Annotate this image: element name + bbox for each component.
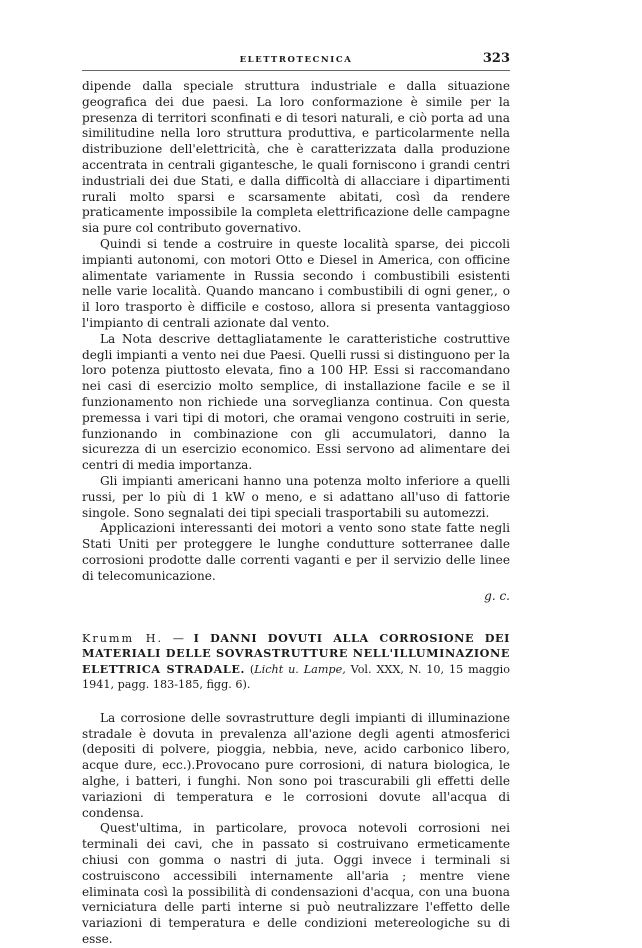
body-paragraph: Applicazioni interessanti dei motori a vento sono state fatte negli Stati Uniti per proteggere le lunghe condutture sotterranee dalle corrosioni prodotte dalle correnti vaganti e per il servizio delle linee di telecomunicazione. <box>82 521 510 583</box>
running-title: ELETTROTECNICA <box>239 55 353 65</box>
article-citation: Vol. XXX, N. 10, 15 maggio 1941, pagg. 183-185, figg. 6). <box>82 662 510 692</box>
article-heading: Krumm H. — I DANNI DOVUTI ALLA CORROSIONE DEI MATERIALI DELLE SOVRASTRUTTURE NELL'ILLUMINAZIONE ELETTRICA STRADALE. (Licht u. Lampe, Vol. XXX, N. 10, 15 maggio 1941, pagg. 183-185, figg. 6). <box>82 630 510 692</box>
article-author: Krumm H. <box>82 631 164 645</box>
article-title: I DANNI DOVUTI ALLA CORROSIONE DEI MATERIALI DELLE SOVRASTRUTTURE NELL'ILLUMINAZIONE ELETTRICA STRADALE. <box>82 630 510 676</box>
body-paragraph: La Nota descrive dettagliatamente le caratteristiche costruttive degli impianti a vento nei due Paesi. Quelli russi si distinguono per la loro potenza piuttosto elevata, fino a 100 HP. Essi si raccomandano nei casi di esercizio molto semplice, di installazione facile e se il funzionamento non richiede una sorveglianza continua. Con questa premessa i vari tipi di motori, che oramai vengono costruiti in serie, funzionando in combinazione con gli accumulatori, danno la sicurezza di un esercizio economico. Essi servono ad alimentare dei centri di media importanza. <box>82 331 510 473</box>
body-paragraph: dipende dalla speciale struttura industriale e dalla situazione geografica dei due paesi. La loro conformazione è simile per la presenza di territori sconfinati e di tesori naturali, e ciò porta ad una similitudine nella loro struttura produttiva, e particolarmente nella distribuzione dell'elettricità, che è caratterizzata dalla produzione accentrata in centrali gigantesche, le quali forniscono i grandi centri industriali dei due Stati, e dalla difficoltà di allacciare i dipartimenti rurali molto sparsi e scarsamente abitati, così da rendere praticamente impossibile la completa elettrificazione delle campagne sia pure col contributo governativo. <box>82 79 510 236</box>
journal-name: Licht u. Lampe, <box>254 662 346 676</box>
body-paragraph: Gli impianti americani hanno una potenza molto inferiore a quelli russi, per lo più di 1 kW o meno, e si adattano all'uso di fattorie singole. Sono segnalati dei tipi speciali trasportabili su automezzi. <box>82 473 510 520</box>
heading-dash: — <box>163 631 194 645</box>
body-paragraph: Quindi si tende a costruire in queste località sparse, dei piccoli impianti autonomi, con motori Otto e Diesel in America, con officine alimentate variamente in Russia secondo i combustibili esistenti nelle varie località. Quando mancano i combustibili di ogni gener,, o il loro trasporto è difficile e costoso, allora si presenta vantaggioso l'impianto di centrali azionate dal vento. <box>82 236 510 330</box>
running-header <box>82 48 510 71</box>
article-paragraph: Quest'ultima, in particolare, provoca notevoli corrosioni nei terminali dei cavi, che in passato si costruivano ermeticamente chiusi con gomma o nastri di juta. Oggi invece i terminali si costruiscono accessibili internamente all'aria ; mentre viene eliminata così la possibilità di condensazioni d'acqua, con una buona verniciatura delle parti interne si può neutralizzare l'effetto delle variazioni di temperatura e delle condizioni metereologiche su di esse. <box>82 821 510 947</box>
reviewer-signature: g. c. <box>484 588 510 603</box>
page-number: 323 <box>482 51 510 66</box>
article-paragraph: La corrosione delle sovrastrutture degli impianti di illuminazione stradale è dovuta in prevalenza all'azione degli agenti atmosferici (depositi di polvere, pioggia, nebbia, neve, acido carbonico libero, acque dure, ecc.).Provocano pure corrosioni, di natura biologica, le alghe, i batteri, i funghi. Non sono poi trascurabili gli effetti delle variazioni di temperatura e le corrosioni dovute all'acqua di condensa. <box>82 710 510 820</box>
document-page <box>82 48 510 948</box>
